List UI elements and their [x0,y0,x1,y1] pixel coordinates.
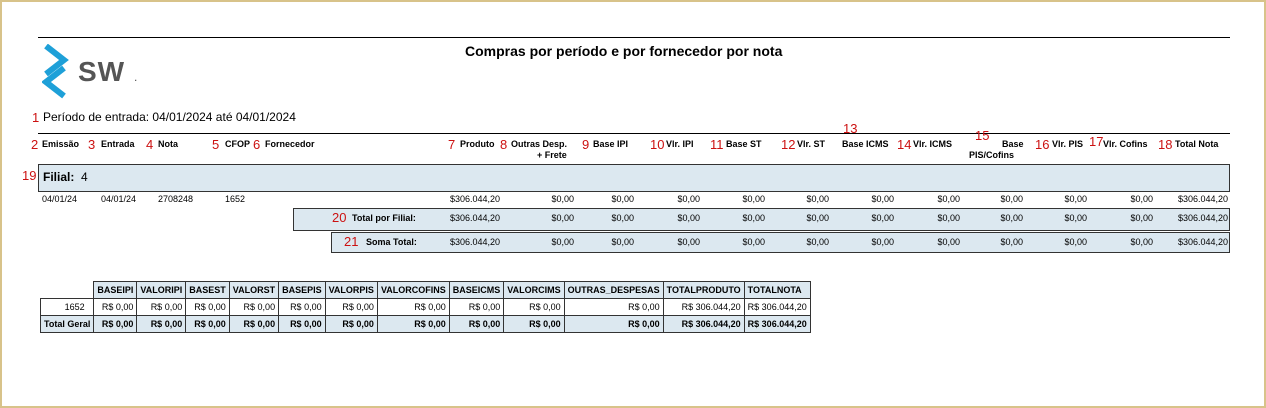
soma-total-value-6: $0,00 [871,237,894,247]
soma-total-value-0: $306.044,20 [449,237,500,247]
filial-value: 4 [81,170,88,184]
col-outras-desp: Outras Desp. [511,139,568,149]
col-entrada: Entrada [101,139,135,149]
summary-row [41,299,811,316]
col-vlr-pis: Vlr. PIS [1052,139,1084,149]
row-value-10: $0,00 [1130,194,1153,204]
summary-row [41,316,811,333]
summary-cell: R$ 0,00 [449,299,504,316]
total-filial-value-8: $0,00 [1000,213,1023,223]
summary-cell: R$ 0,00 [186,299,230,316]
row-value-3: $0,00 [677,194,700,204]
total-filial-value-0: $306.044,20 [449,213,500,223]
col-base-pis-cofins: PIS/Cofins [969,150,1015,160]
marker-2: 2 [31,137,39,152]
summary-col-baseicms: BASEICMS [449,282,504,299]
summary-col-outras_despesas: OUTRAS_DESPESAS [564,282,663,299]
marker-11: 11 [710,137,724,152]
col-total-nota: Total Nota [1175,139,1219,149]
row-value-6: $0,00 [871,194,894,204]
summary-col-valorcims: VALORCIMS [504,282,564,299]
summary-cell: R$ 0,00 [279,316,326,333]
soma-total-value-5: $0,00 [806,237,829,247]
row-cfop: 1652 [225,194,246,204]
filial-band [38,164,1230,192]
col-fornecedor: Fornecedor [265,139,315,149]
total-filial-value-9: $0,00 [1064,213,1087,223]
col-base-st: Base ST [726,139,762,149]
total-filial-value-2: $0,00 [611,213,634,223]
marker-14: 14 [897,137,912,152]
total-filial-value-4: $0,00 [742,213,765,223]
row-nota: 2708248 [158,194,194,204]
summary-corner [41,282,94,299]
summary-row-label: Total Geral [41,316,94,333]
marker-21: 21 [344,234,359,249]
soma-total-value-4: $0,00 [742,237,765,247]
row-value-2: $0,00 [611,194,634,204]
total-filial-value-6: $0,00 [871,213,894,223]
summary-col-baseipi: BASEIPI [94,282,137,299]
soma-total-value-9: $0,00 [1064,237,1087,247]
summary-col-basest: BASEST [186,282,230,299]
marker-12: 12 [781,137,796,152]
marker-19: 19 [22,168,37,183]
row-value-0: $306.044,20 [449,194,500,204]
summary-col-valoripi: VALORIPI [137,282,186,299]
summary-col-basepis: BASEPIS [279,282,326,299]
summary-col-valorst: VALORST [229,282,278,299]
soma-total-value-11: $306.044,20 [1177,237,1228,247]
summary-col-totalnota: TOTALNOTA [744,282,810,299]
col-cfop: CFOP [225,139,251,149]
summary-cell: R$ 0,00 [377,299,449,316]
summary-cell: R$ 0,00 [504,316,564,333]
col-emissao: Emissão [42,139,80,149]
summary-cell: R$ 306.044,20 [744,316,810,333]
summary-cell: R$ 0,00 [94,299,137,316]
total-filial-value-5: $0,00 [806,213,829,223]
row-emissao: 04/01/24 [42,194,78,204]
summary-cell: R$ 0,00 [94,316,137,333]
marker-8: 8 [500,137,508,152]
row-value-9: $0,00 [1064,194,1087,204]
col-base-ipi: Base IPI [593,139,629,149]
marker-13: 13 [843,121,858,136]
summary-cell: R$ 0,00 [186,316,230,333]
summary-cell: R$ 0,00 [229,299,278,316]
row-value-11: $306.044,20 [1177,194,1228,204]
top-rule [38,37,1230,38]
sw-logo-icon [42,44,82,100]
marker-10: 10 [650,137,665,152]
col-outras-desp-frete: + Frete [537,150,567,160]
marker-9: 9 [582,137,590,152]
summary-cell: R$ 0,00 [325,316,377,333]
col-base-icms: Base ICMS [842,139,889,149]
summary-cell: R$ 0,00 [325,299,377,316]
soma-total-value-2: $0,00 [611,237,634,247]
total-filial-value-1: $0,00 [551,213,574,223]
total-filial-value-10: $0,00 [1130,213,1153,223]
soma-total-label: Soma Total: [366,237,417,247]
summary-row-label: 1652 [41,299,94,316]
summary-cell: R$ 0,00 [377,316,449,333]
marker-18: 18 [1158,137,1173,152]
row-value-7: $0,00 [937,194,960,204]
marker-20: 20 [332,210,347,225]
summary-cell: R$ 0,00 [564,299,663,316]
summary-table [40,281,811,333]
col-vlr-ipi: Vlr. IPI [666,139,694,149]
soma-total-value-7: $0,00 [937,237,960,247]
periodo-text: Período de entrada: 04/01/2024 até 04/01/2024 [43,110,296,124]
summary-cell: R$ 0,00 [449,316,504,333]
summary-cell: R$ 0,00 [504,299,564,316]
marker-5: 5 [212,137,220,152]
total-filial-label: Total por Filial: [352,213,416,223]
summary-cell: R$ 0,00 [137,316,186,333]
summary-col-totalproduto: TOTALPRODUTO [663,282,744,299]
soma-total-value-3: $0,00 [677,237,700,247]
filial-label: Filial: [43,170,75,184]
summary-cell: R$ 0,00 [229,316,278,333]
summary-header-row [41,282,811,299]
row-value-1: $0,00 [551,194,574,204]
marker-15: 15 [975,128,990,143]
summary-cell: R$ 0,00 [279,299,326,316]
col-produto: Produto [460,139,495,149]
soma-total-value-8: $0,00 [1000,237,1023,247]
marker-3: 3 [88,137,96,152]
marker-1: 1 [32,110,40,125]
row-entrada: 04/01/24 [101,194,137,204]
summary-cell: R$ 306.044,20 [744,299,810,316]
logo-dot: . [134,70,138,84]
col-base-pis: Base [1002,139,1024,149]
summary-cell: R$ 0,00 [137,299,186,316]
row-value-4: $0,00 [742,194,765,204]
marker-17: 17 [1089,134,1104,149]
soma-total-value-1: $0,00 [551,237,574,247]
col-vlr-icms: Vlr. ICMS [913,139,953,149]
total-filial-value-11: $306.044,20 [1177,213,1228,223]
summary-cell: R$ 306.044,20 [663,299,744,316]
report-title: Compras por período e por fornecedor por nota [465,43,783,59]
marker-16: 16 [1035,137,1050,152]
header-rule [38,133,1230,134]
row-value-8: $0,00 [1000,194,1023,204]
total-filial-value-3: $0,00 [677,213,700,223]
soma-total-value-10: $0,00 [1130,237,1153,247]
col-nota: Nota [158,139,178,149]
total-filial-value-7: $0,00 [937,213,960,223]
col-vlr-st: Vlr. ST [797,139,826,149]
marker-7: 7 [448,137,456,152]
summary-cell: R$ 0,00 [564,316,663,333]
summary-col-valorpis: VALORPIS [325,282,377,299]
row-value-5: $0,00 [806,194,829,204]
marker-4: 4 [146,137,154,152]
summary-col-valorcofins: VALORCOFINS [377,282,449,299]
summary-cell: R$ 306.044,20 [663,316,744,333]
col-vlr-cofins: Vlr. Cofins [1103,139,1148,149]
logo-text: SW [78,56,126,87]
marker-6: 6 [253,137,261,152]
